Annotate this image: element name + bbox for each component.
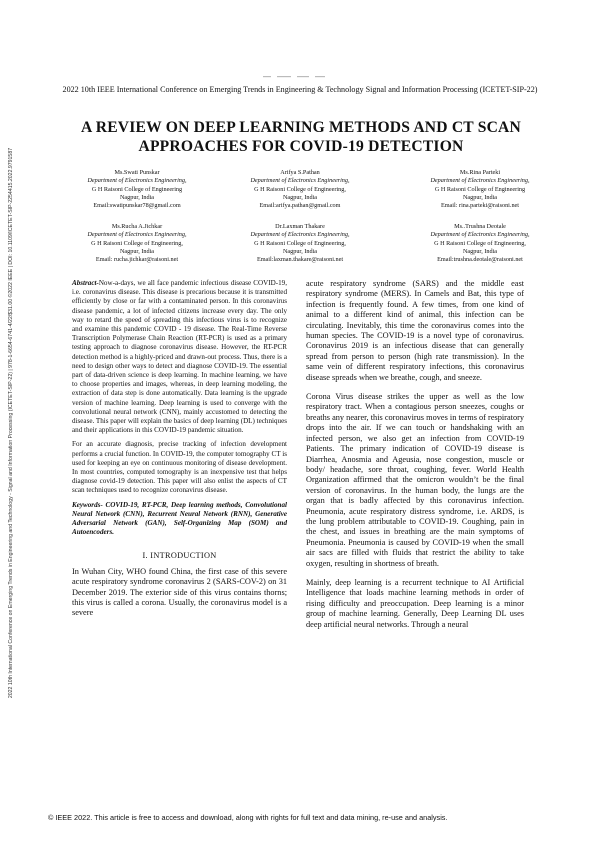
left-column [72, 279, 287, 624]
paragraph: acute respiratory syndrome (SARS) and the middle east respiratory syndrome (MERS). In Camels and Bat, this type of infection is frequently found. A few times, from one kind of animal to a different kind of animal, this infection can be circulating. Inevitably, this time the coronavirus comes into the human species. The COVID-19 is a novel type of coronavirus. Coronavirus 2019 is an infectious disease that can generally spread from person to person (high rate transmission). In the same vein of different respiratory infections, this coronavirus disease spreads when we breathe, cough, and sneeze. [306, 279, 524, 382]
author-email: Email:arifya.pathan@gmail.com [259, 202, 341, 210]
keywords: Keywords- COVID-19, RT-PCR, Deep learning methods, Convolutional Neural Network (CNN), Recurrent Neural Network (RNN), Generative Adversarial Network (GAN), Self-Organizing Map (SOM) and Autoencoders. [72, 500, 287, 537]
author-dept: Department of Electronics Engineering, [250, 231, 350, 239]
author-email: Email:laxman.thakare@raisoni.net [256, 256, 344, 264]
author-1 [52, 169, 222, 210]
author-inst: G H Raisoni College of Engineering [434, 185, 526, 193]
author-city: Nagpur, India [282, 247, 318, 255]
author-city: Nagpur, India [462, 193, 498, 201]
paper-title: A REVIEW ON DEEP LEARNING METHODS AND CT SCAN APPROACHES FOR COVID-19 DETECTION [81, 119, 521, 155]
author-3 [395, 169, 565, 210]
conference-logo [257, 74, 337, 80]
doi-text: 2022 10th International Conference on Emerging Trends in Engineering and Technology - Signal and Information Processing (ICETET-SIP-22) | 978-1-6654-6741-4/22/$31.00 ©2022 IEEE | DOI: 10.1109/ICETET-SIP-2254415.2022.9791587 [8, 147, 14, 699]
author-dept: Department of Electronics Engineering, [250, 177, 350, 185]
author-email: Email:swatipunskar78@gmail.com [93, 202, 181, 210]
author-city: Nagpur, India [119, 193, 155, 201]
author-inst: G H Raisoni College of Engineering, [254, 239, 346, 247]
author-inst: G H Raisoni College of Engineering, [91, 239, 183, 247]
author-dept: Department of Electronics Engineering, [87, 177, 187, 185]
intro-text: In Wuhan City, WHO found China, the first case of this severe acute respiratory syndrome coronavirus 2 (SARS-COV-2) on 31 December 2019. The exterior side of this virus contains thorns; this virus is called a corona. Usually, the coronavirus model is a severe [72, 566, 287, 618]
author-email: Email:trushna.deotale@raisoni.net [437, 256, 523, 264]
author-city: Nagpur, India [119, 247, 155, 255]
author-name: Arifya S.Pathan [280, 169, 320, 176]
abstract-text-2: For an accurate diagnosis, precise tracking of infection development performs a crucial function. In COVID-19, the computer tomography CT is used for keeping an eye on continuous monitoring of disease development. In most countries, computed tomography is an inexpensive test that helps diagnose covid-19 detection. This paper will also enlist the aspects of CT scan techniques used to recognize coronavirus disease. [72, 440, 287, 495]
section-heading: I. INTRODUCTION [142, 551, 217, 561]
author-dept: Department of Electronics Engineering, [87, 231, 187, 239]
author-4 [52, 223, 222, 264]
author-city: Nagpur, India [282, 193, 318, 201]
copyright-footer: © IEEE 2022. This article is free to access and download, along with rights for full text and data mining, re-use and analysis. [48, 813, 448, 822]
abstract-text: Now-a-days, we all face pandemic infectious disease COVID-19, i.e. coronavirus disease. This disease is precarious because it is transmitted efficiently by close or far with a contaminated person. In this coronavirus disease pandemic, a lot of infected citizens increase every day. The only way to retard the speed of spreading this infectious virus is to recognize and examine this pandemic COVID - 19 disease. The Real-Time Reverse Transcription Polymerase Chain Reaction (RT-PCR) is used as a primary testing approach to diagnose coronavirus disease. However, the RT-PCR detection method is a highly-priced and drawn-out process. Thus, there is a need to design other ways to detect and diagnose COVID-19. The essential part of data-driven science is deep learning. In machine learning, we have to choose properties and images, whereas, in deep learning modeling, the extraction of data step is done automatically. Data learning is the upgrade version of machine learning. Deep learning is used to converge with the convolutional neural network (CNN), mainly accustomed to detecting the disease. This paper will explain the basics of deep learning (DL) techniques and their applications in this COVID-19 pandemic situation. [72, 279, 287, 435]
author-name: Ms.Swati Punskar [114, 169, 160, 176]
conference-name: 2022 10th IEEE International Conference on Emerging Trends in Engineering & Technology Signal and Information Processing (ICETET-SIP-22) [62, 85, 538, 94]
author-inst: G H Raisoni College of Engineering, [254, 185, 346, 193]
author-2 [215, 169, 385, 210]
author-city: Nagpur, India [462, 247, 498, 255]
right-column [306, 279, 524, 639]
author-6 [395, 223, 565, 264]
author-inst: G H Raisoni College of Engineering [91, 185, 183, 193]
author-email: Email: rucha.jichkar@raisoni.net [95, 256, 179, 264]
paragraph: Corona Virus disease strikes the upper as well as the low respiratory tract. When a contagious person sneezes, coughs or breaths any nearer, this coronavirus moves in terms of respiratory drops into the air. If we can touch or handshaking with an infected person, we also get an infection from COVID-19 Patients. The primary indication of COVID-19 disease is Diarrhea, Anosmia and Ageusia, nose congestion, muscle or body/ headache, sore throat, coughing, fever. World Health Organization affirmed that the omicron wouldn’t be the final version of coronavirus. In the human body, the lungs are the organ that is badly affected by this coronavirus infection. Pneumonia, acute respiratory distress syndrome, i.e. ARDS, is the lung problem attributable to COVID-19. Coughing, pain in the chest, and issues in breathing are the main symptoms of Pneumonia. Pneumonia is caused by COVID-19 when the small air sacs are filled with fluids that restrict the ability to take oxygen, resulting in shortness of breath. [306, 392, 524, 568]
author-inst: G H Raisoni College of Engineering, [434, 239, 526, 247]
author-name: Dr.Laxman Thakare [275, 223, 325, 230]
author-name: Ms..Trushna Deotale [454, 223, 506, 230]
author-dept: Department of Electronics Engineering, [430, 177, 530, 185]
abstract [72, 279, 287, 435]
author-dept: Department of Electronics Engineering, [430, 231, 530, 239]
doi-sidebar [6, 20, 18, 830]
author-name: Ms.Rina Parteki [459, 169, 501, 176]
abstract-label: Abstract- [72, 279, 99, 287]
paragraph: Mainly, deep learning is a recurrent technique to AI Artificial Intelligence that loads machine learning methods in order of rising difficulty and preoccupation. Deep learning is a minor group of machine learning. Generally, Deep Learning DL uses deep artificial neural networks. Through a neural [306, 577, 524, 629]
author-email: Email: rina.parteki@raisoni.net [440, 202, 520, 210]
author-name: Ms.Rucha A.Jichkar [111, 223, 163, 230]
author-5 [215, 223, 385, 264]
